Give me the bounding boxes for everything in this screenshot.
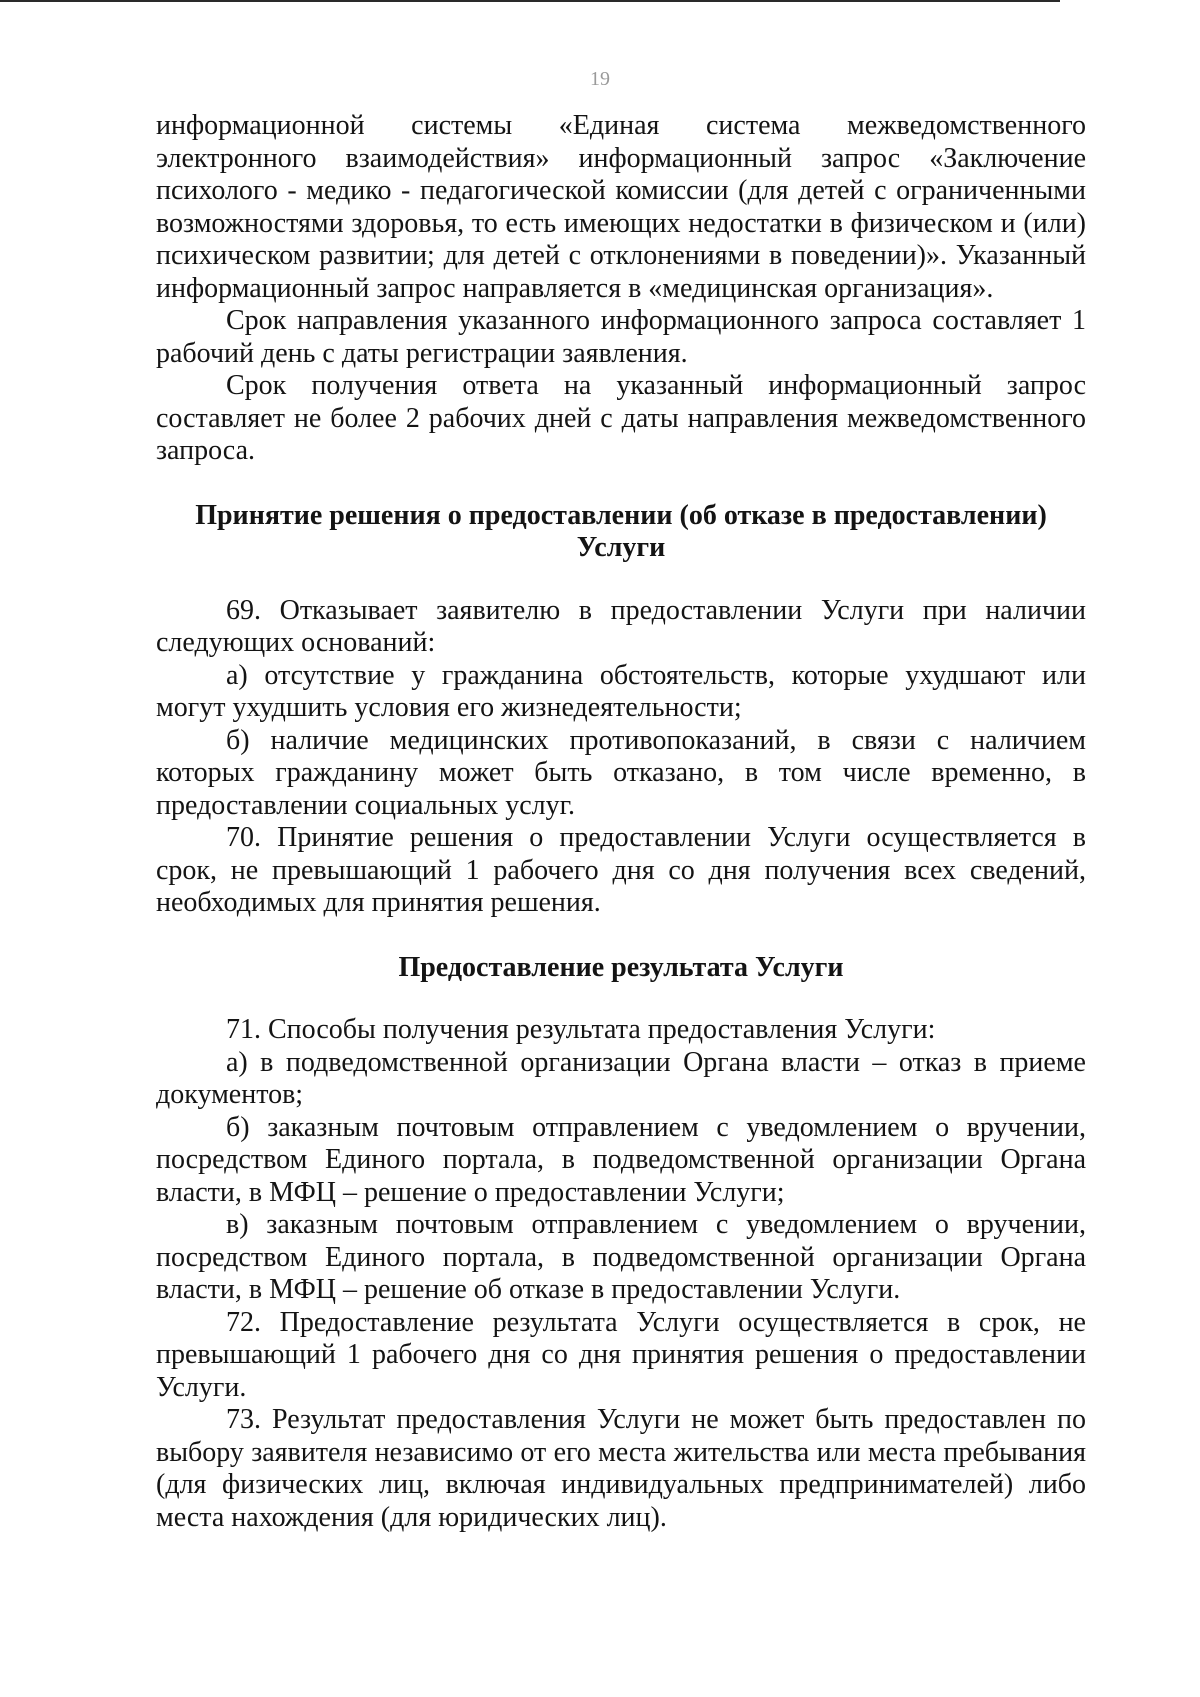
paragraph-71-a: а) в подведомственной организации Органа власти – отказ в приеме документов;	[156, 1046, 1086, 1110]
paragraph-69-b: б) наличие медицинских противопоказаний, в связи с наличием которых гражданину может быть отказано, в том числе временно, в предоставлении социальных услуг.	[156, 724, 1086, 821]
paragraph-71-b: б) заказным почтовым отправлением с уведомлением о вручении, посредством Единого портала, в подведомственной организации Органа власти, в МФЦ – решение о предоставлении Услуги;	[156, 1111, 1086, 1208]
paragraph-71: 71. Способы получения результата предоставления Услуги:	[226, 1014, 936, 1045]
section-heading-decision: Принятие решения о предоставлении (об отказе в предоставлении) Услуги	[195, 499, 1047, 563]
top-border-line	[0, 0, 1060, 2]
paragraph-69: 69. Отказывает заявителю в предоставлении Услуги при наличии следующих оснований:	[156, 594, 1086, 658]
paragraph-request-deadline: Срок направления указанного информационного запроса составляет 1 рабочий день с даты регистрации заявления.	[156, 305, 1086, 369]
paragraph-69-a: а) отсутствие у гражданина обстоятельств, которые ухудшают или могут ухудшить условия его жизнедеятельности;	[156, 659, 1086, 723]
paragraph-73: 73. Результат предоставления Услуги не может быть предоставлен по выбору заявителя независимо от его места жительства или места пребывания (для физических лиц, включая индивидуальных предпринимателей) либо места нахождения (для юридических лиц).	[156, 1404, 1086, 1533]
paragraph-70: 70. Принятие решения о предоставлении Услуги осуществляется в срок, не превышающий 1 рабочего дня со дня получения всех сведений, необходимых для принятия решения.	[156, 822, 1086, 918]
page-number: 19	[590, 68, 610, 90]
paragraph-continuation: информационной системы «Единая система межведомственного электронного взаимодействия» информационный запрос «Заключение психолого - медико - педагогической комиссии (для детей с ограниченными возможностями здоровья, то есть имеющих недостатки в физическом и (или) психическом развитии; для детей с отклонениями в поведении)». Указанный информационный запрос направляется в «медицинская организация».	[156, 110, 1086, 304]
paragraph-72: 72. Предоставление результата Услуги осуществляется в срок, не превышающий 1 рабочего дня со дня принятия решения о предоставлении Услуги.	[156, 1306, 1086, 1403]
paragraph-response-deadline: Срок получения ответа на указанный информационный запрос составляет не более 2 рабочих дней с даты направления межведомственного запроса.	[156, 370, 1086, 466]
paragraph-71-c: в) заказным почтовым отправлением с уведомлением о вручении, посредством Единого портала, в подведомственной организации Органа власти, в МФЦ – решение об отказе в предоставлении Услуги.	[156, 1209, 1086, 1305]
document-body	[156, 110, 1086, 1534]
section-heading-result: Предоставление результата Услуги	[398, 951, 844, 983]
